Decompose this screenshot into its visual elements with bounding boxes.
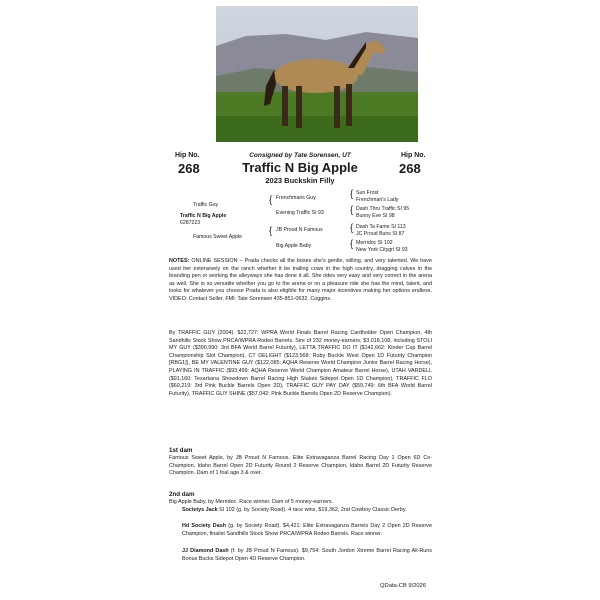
pedigree-brace: { [350, 223, 354, 234]
horse-photo-illustration [216, 6, 418, 142]
pedigree-subject-reg: 6287223 [180, 220, 201, 226]
hip-number-left: 268 [178, 161, 200, 176]
offspring-item [182, 548, 432, 563]
notes-lead: NOTES: [169, 258, 190, 264]
pedigree-g3: Dash Thru Traffic SI 95 [356, 206, 410, 212]
first-dam-text: Famous Sweet Apple, by JB Proud N Famous. Elite Extravaganza Barrel Racing Day 1 Open 6D Co-Champion, Idaho Barrel Open 2D Futurity Round 2 Reserve Champion, Idaho Barrel 2D Futurity Reserve Champion. Dam of 1 foal age 3 & over. [169, 455, 432, 477]
pedigree-brace: { [269, 195, 273, 206]
pedigree-g4: Bunny Eve SI 98 [356, 213, 395, 219]
pedigree-g8: New York Citygrl SI 93 [356, 247, 408, 253]
hip-label-left: Hip No. [175, 152, 200, 159]
second-dam-text: Big Apple Baby, by Merridoc. Race winner. Dam of 5 money-earners. [169, 499, 334, 505]
pedigree-dam-dam: Big Apple Baby [276, 243, 312, 249]
horse-name: Traffic N Big Apple [242, 160, 358, 175]
pedigree-brace: { [350, 239, 354, 250]
pedigree-dam: Famous Sweet Apple [193, 234, 243, 240]
pedigree-sire-dam: Evening Traffic SI 93 [276, 210, 324, 216]
offspring-name: Hd Society Dash [182, 523, 226, 529]
offspring-name: JJ Diamond Dash [182, 548, 229, 554]
pedigree-subject: Traffic N Big Apple [180, 213, 227, 219]
offspring-text: (f. by JB Proud N Famous). $9,754: South Jordon Xtreme Barrel Racing All-Runs Bonus Bucks Sidepot Open 4D Reserve Champion. [182, 548, 432, 562]
pedigree-g1: Sun Frost [356, 190, 379, 196]
horse-photo [216, 6, 418, 142]
footer-code: QData-CB 9/2026 [380, 583, 427, 589]
notes-text: ONLINE SESSION – Prada checks all the boxes she's gentle, willing, and very talented. We have used her extensively on the ranch whether it be trailing cows in the high country, dragging calves in the branding pen or working the alleyways she has done it all. She rides very easy and very correct in the arena as well. She is so versatile whether you go to the arena or on a pleasure ride she has the mind, talent, and looks for whatever you choose Prada is also eligible for many major incentives making her options endless. VIDEO: Contact Seller. FMI: Tate Sorensen 435-851-0632. Coggins. [169, 258, 432, 302]
pedigree-sire-sire: Frenchmans Guy [276, 195, 316, 201]
sire-paragraph [169, 330, 432, 398]
offspring-text: (g. by Society Road). $4,421: Elite Extravaganza Barrels Day 2 Open 2D Reserve Champion, finalist Sandhills Stock Show PRCA/WPRA Rodeo Barrels. Race winner. [182, 523, 432, 537]
offspring-item [182, 507, 432, 515]
pedigree-brace: { [269, 226, 273, 237]
horse-description: 2023 Buckskin Filly [265, 176, 335, 185]
pedigree-dam-sire: JB Proud N Famous [276, 227, 323, 233]
pedigree-g2: Frenchman's Lady [356, 197, 399, 203]
offspring-name: Societys Jack [182, 507, 218, 513]
offspring-text: SI 102 (g. by Society Road). 4 race wins, $19,362, 2nd Cowboy Classic Derby. [217, 507, 407, 513]
hip-label-right: Hip No. [401, 152, 426, 159]
pedigree-g7: Merridoc SI 102 [356, 240, 393, 246]
pedigree-brace: { [350, 189, 354, 200]
consignor-line: Consigned by Tate Sorensen, UT [249, 152, 351, 159]
pedigree-g6: JC Proud Buns SI 87 [356, 231, 405, 237]
pedigree-g5: Dash Ta Fame SI 113 [356, 224, 406, 230]
sire-text: By TRAFFIC GUY (2004). $22,727: WPRA World Finals Barrel Racing Cardholder Open Champion, 4th Sandhills Stock Show PRCA/WPRA Rodeo Barrels. Sire of 232 money-earners, $3,018,108, including STOLI MY GUY ($390,990: 3rd BFA World Barrel Futurity), LETTA TRAFFIC DO IT ($142,662: Kinder Cup Barrel Championship Slot Champion), CT DELIGHT ($123,568: Ruby Buckle West Open 1D Futurity Champion [RBG1]), BE MY VALENTINE GUY ($122,085: AQHA Reserve World Champion Junior Barrel Racing Horse), PLAYING IN TRAFFIC ($93,499: AQHA Reserve World Champion Amateur Barrel Horse), UTAH VARDELL ($91,160: Texarkana Showdown Barrel Racing High Stakes Sidepot Open 1D Champion), TRAFFIC FLO ($60,219: 3rd Pink Buckle Barrels Open 2D), TRAFFIC GUY PAY DAY ($59,749: 6th BFA World Barrel Futurity), TRAFFIC GUY SHINE ($57,042: Pink Buckle Barrels Open 2D Reserve Champion). [169, 330, 432, 397]
second-dam-heading: 2nd dam [169, 491, 195, 498]
first-dam-heading: 1st dam [169, 447, 193, 454]
hip-number-right: 268 [399, 161, 421, 176]
offspring-item [182, 523, 432, 538]
notes-paragraph [169, 258, 432, 304]
pedigree-brace: { [350, 205, 354, 216]
pedigree-sire: Traffic Guy [193, 202, 219, 208]
